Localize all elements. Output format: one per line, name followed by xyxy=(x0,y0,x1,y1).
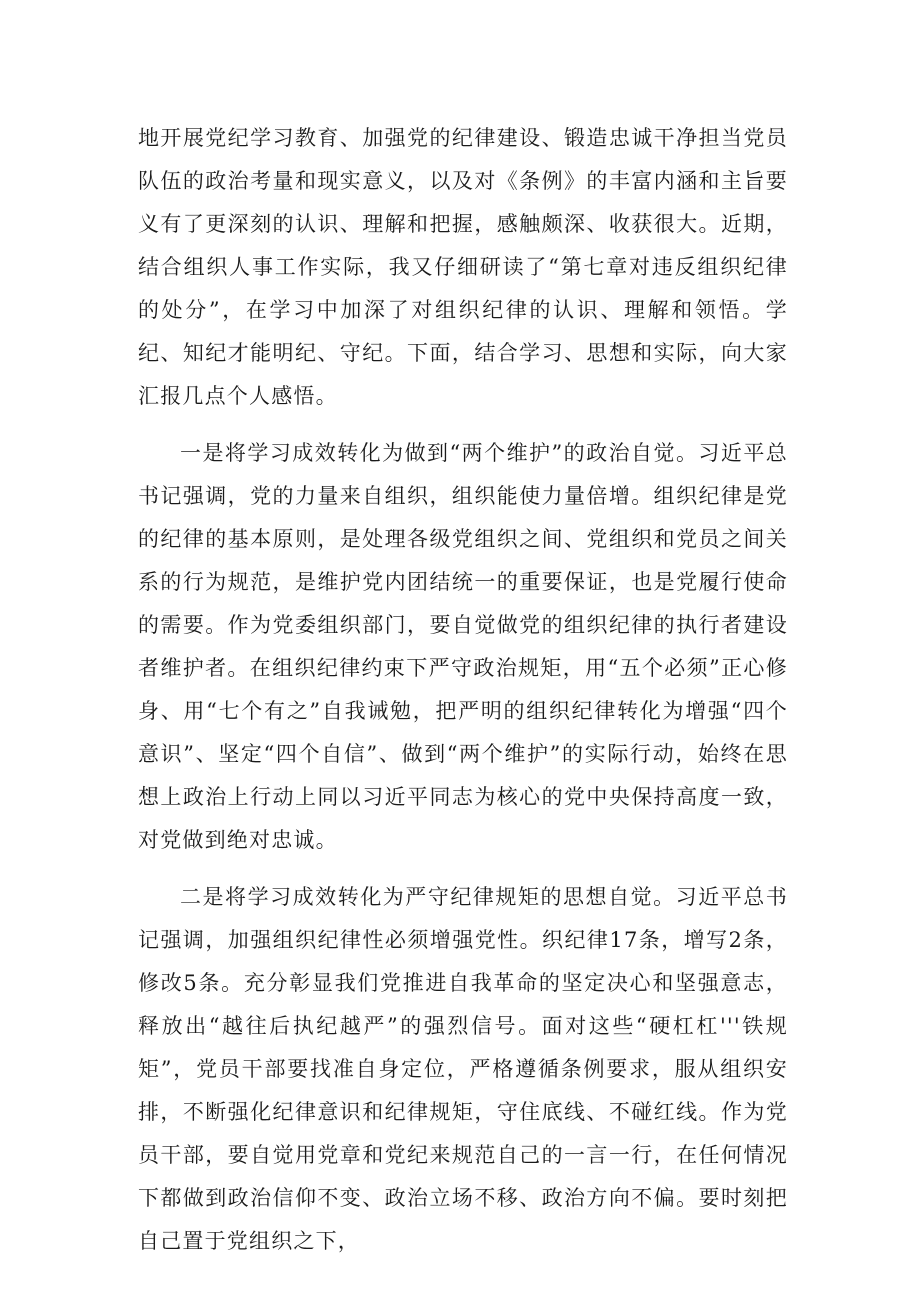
paragraph-point-two: 二是将学习成效转化为严守纪律规矩的思想自觉。习近平总书记强调，加强组织纪律性必须增强党性。织纪律17条，增写2条，修改5条。充分彰显我们党推进自我革命的坚定决心和坚强意志，释放出“越往后执纪越严”的强烈信号。面对这些“硬杠杠'''铁规矩”，党员干部要找准自身定位，严格遵循条例要求，服从组织安排，不断强化纪律意识和纪律规矩，守住底线、不碰红线。作为党员干部，要自觉用党章和党纪来规范自己的一言一行，在任何情况下都做到政治信仰不变、政治立场不移、政治方向不偏。要时刻把自己置于党组织之下， xyxy=(138,885,788,1253)
document-body xyxy=(138,117,788,1263)
paragraph-continued-intro: 地开展党纪学习教育、加强党的纪律建设、锻造忠诚干净担当党员队伍的政治考量和现实意义，以及对《条例》的丰富内涵和主旨要义有了更深刻的认识、理解和把握，感触颇深、收获很大。近期，结合组织人事工作实际，我又仔细研读了“第七章对违反组织纪律的处分”，在学习中加深了对组织纪律的认识、理解和领悟。学纪、知纪才能明纪、守纪。下面，结合学习、思想和实际，向大家汇报几点个人感悟。 xyxy=(138,126,788,408)
paragraph-point-one: 一是将学习成效转化为做到“两个维护”的政治自觉。习近平总书记强调，党的力量来自组织，组织能使力量倍增。组织纪律是党的纪律的基本原则，是处理各级党组织之间、党组织和党员之间关系的行为规范，是维护党内团结统一的重要保证，也是党履行使命的需要。作为党委组织部门，要自觉做党的组织纪律的执行者建设者维护者。在组织纪律约束下严守政治规矩，用“五个必须”正心修身、用“七个有之”自我诫勉，把严明的组织纪律转化为增强“四个意识”、坚定“四个自信”、做到“两个维护”的实际行动，始终在思想上政治上行动上同以习近平同志为核心的党中央保持高度一致，对党做到绝对忠诚。 xyxy=(138,441,788,852)
